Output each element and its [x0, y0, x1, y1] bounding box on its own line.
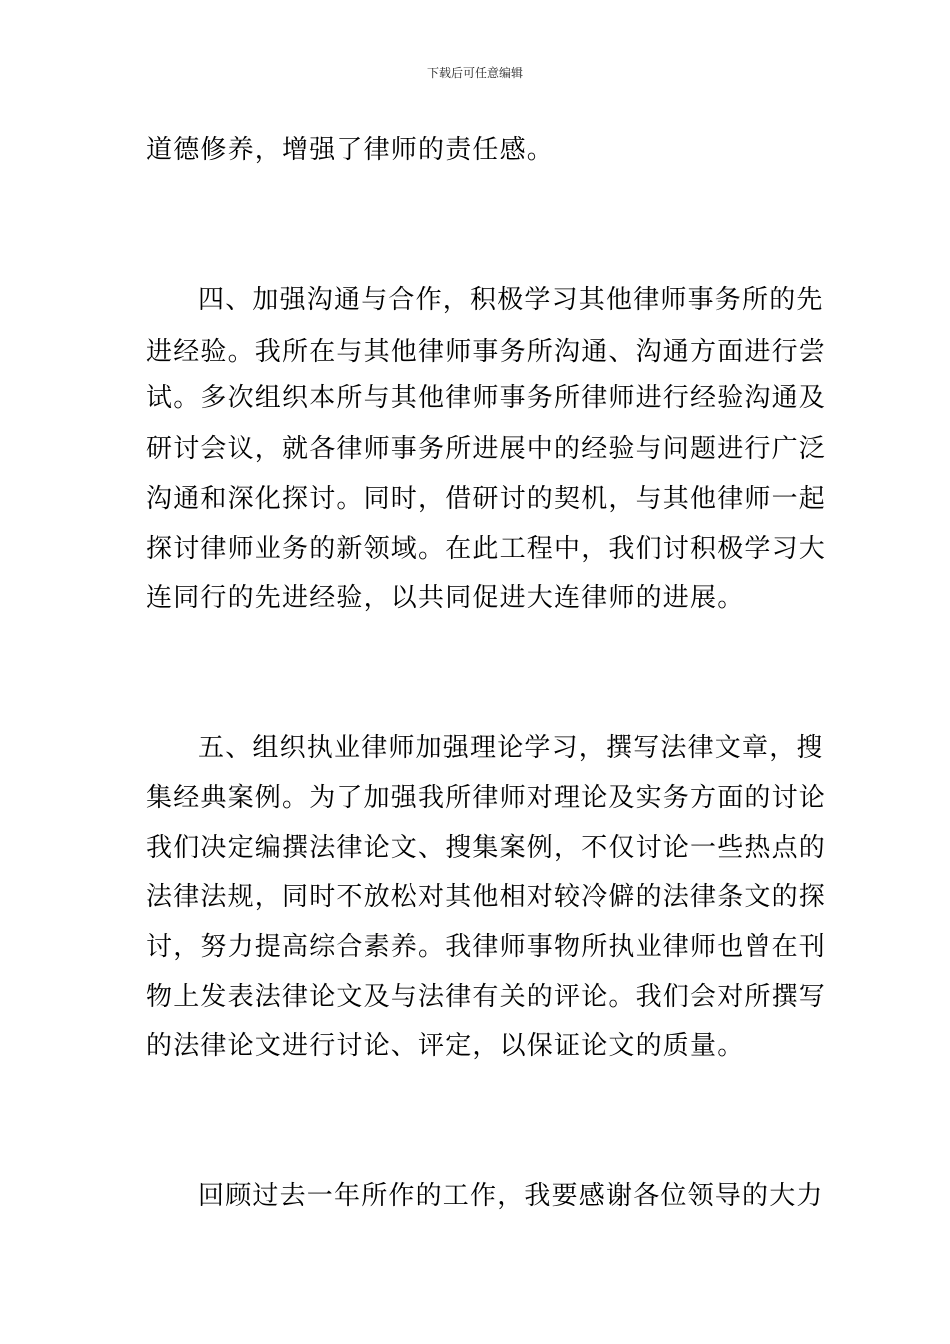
paragraph-3-line-2: 集经典案例。为了加强我所律师对理论及实务方面的讨论 [146, 783, 827, 813]
paragraph-2-line-3: 试。多次组织本所与其他律师事务所律师进行经验沟通及 [146, 383, 827, 413]
paragraph-3-line-4: 法律法规，同时不放松对其他相对较冷僻的法律条文的探 [146, 882, 827, 912]
paragraph-3-line-3: 我们决定编撰法律论文、搜集案例，不仅讨论一些热点的 [146, 833, 827, 863]
page-header: 下载后可任意编辑 [426, 66, 523, 80]
paragraph-2-line-6: 探讨律师业务的新领域。在此工程中，我们讨积极学习大 [146, 534, 827, 564]
paragraph-3-line-7: 的法律论文进行讨论、评定，以保证论文的质量。 [146, 1031, 745, 1061]
paragraph-4-line-1: 回顾过去一年所作的工作，我要感谢各位领导的大力 [198, 1181, 824, 1211]
paragraph-3-line-5: 讨，努力提高综合素养。我律师事物所执业律师也曾在刊 [146, 932, 827, 962]
paragraph-3-line-1: 五、组织执业律师加强理论学习，撰写法律文章，搜 [198, 733, 824, 763]
paragraph-2-line-5: 沟通和深化探讨。同时，借研讨的契机，与其他律师一起 [146, 484, 827, 514]
paragraph-2-line-7: 连同行的先进经验，以共同促进大连律师的进展。 [146, 583, 745, 613]
paragraph-2-line-1: 四、加强沟通与合作，积极学习其他律师事务所的先 [198, 285, 824, 315]
paragraph-2-line-4: 研讨会议，就各律师事务所进展中的经验与问题进行广泛 [146, 434, 827, 464]
paragraph-2-line-2: 进经验。我所在与其他律师事务所沟通、沟通方面进行尝 [146, 337, 827, 367]
paragraph-3-line-6: 物上发表法律论文及与法律有关的评论。我们会对所撰写 [146, 982, 827, 1012]
paragraph-1-line-1: 道德修养，增强了律师的责任感。 [146, 135, 555, 165]
